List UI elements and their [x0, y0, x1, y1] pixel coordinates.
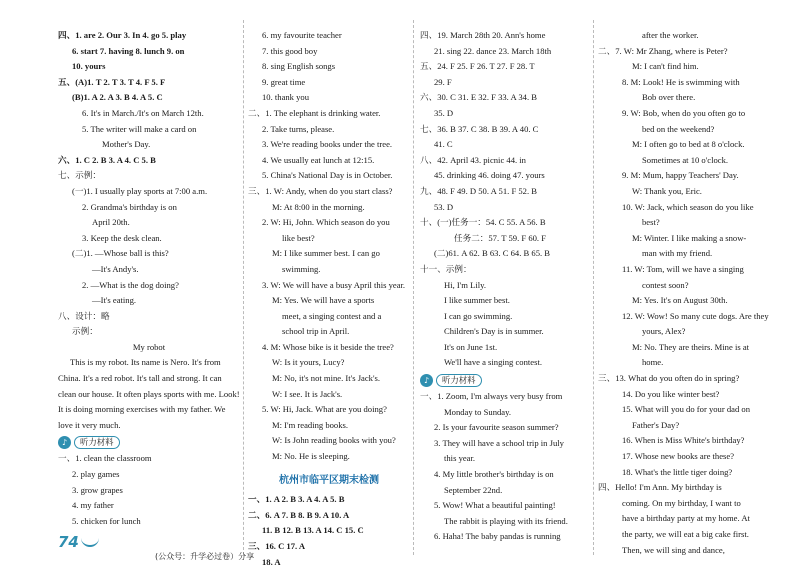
text-line: 41. C — [434, 139, 453, 150]
text-line: 18. What's the little tiger doing? — [622, 466, 733, 477]
answer-line: Mother's Day. — [102, 139, 151, 150]
text-line: I like summer best. — [444, 295, 510, 306]
text-line: 21. sing 22. dance 23. March 18th — [434, 45, 552, 56]
text-line: 九、48. F 49. D 50. A 51. F 52. B — [420, 185, 537, 196]
text-line: The rabbit is playing with its friend. — [444, 515, 568, 526]
text-line: 三、13. What do you often do in spring? — [598, 373, 740, 384]
text-line: Father's Day? — [632, 419, 680, 430]
text-line: W: I see. It is Jack's. — [272, 388, 343, 399]
text-line: 9. M: Mum, happy Teachers' Day. — [622, 170, 739, 181]
text-line: swimming. — [282, 263, 321, 274]
text-line: coming. On my birthday, I want to — [622, 497, 741, 508]
text-line: 五、24. F 25. F 26. T 27. F 28. T — [420, 61, 535, 72]
answer-line: 6. It's in March./It's on March 12th. — [82, 107, 204, 118]
text-line: 四、19. March 28th 20. Ann's home — [420, 30, 546, 40]
text-line: W: Is it yours, Lucy? — [272, 357, 345, 368]
text-line: 2. Is your favourite season summer? — [434, 422, 559, 433]
text-line: 45. drinking 46. doing 47. yours — [434, 170, 545, 181]
text-line: 4. M: Whose bike is it beside the tree? — [262, 341, 394, 352]
listening-line: 8. sing English songs — [262, 61, 336, 72]
text-line: 十一、示例： — [420, 263, 472, 274]
text-line: 八、42. April 43. picnic 44. in — [420, 154, 526, 165]
answer-line: —It's eating. — [92, 295, 137, 306]
text-line: I can go swimming. — [444, 310, 513, 321]
answer-line: 五、(A)1. T 2. T 3. T 4. F 5. F — [58, 76, 166, 87]
text-line: 七、36. B 37. C 38. B 39. A 40. C — [420, 123, 539, 134]
text-line: M: No. They are theirs. Mine is at — [632, 341, 750, 352]
column-1 — [58, 28, 240, 529]
text-line: 二、7. W: Mr Zhang, where is Peter? — [598, 45, 728, 56]
text-line: 29. F — [434, 76, 452, 87]
text-line: We'll have a singing contest. — [444, 357, 542, 368]
answer-line: 2. Grandma's birthday is on — [82, 201, 177, 212]
column-3 — [420, 28, 592, 545]
text-line: 17. Whose new books are these? — [622, 451, 735, 462]
listening-header — [420, 373, 592, 388]
text-line: W: Is John reading books with you? — [272, 435, 396, 446]
listening-line: 7. this good boy — [262, 45, 318, 56]
text-line: 12. W: Wow! So many cute dogs. Are they — [622, 310, 769, 321]
text-line: M: At 8:00 in the morning. — [272, 201, 365, 212]
text-line: 9. W: Bob, when do you often go to — [622, 107, 746, 118]
text-line: 六、30. C 31. E 32. F 33. A 34. B — [420, 92, 537, 103]
listening-line: 2. play games — [72, 469, 120, 480]
answer-line: (B)1. A 2. A 3. B 4. A 5. C — [72, 92, 163, 103]
text-line: Monday to Sunday. — [444, 406, 511, 417]
answer-line: 18. A — [262, 556, 281, 567]
listening-line: 3. We're reading books under the tree. — [262, 139, 393, 150]
text-line: after the worker. — [642, 30, 699, 40]
text-line: the party, we will eat a big cake first. — [622, 529, 749, 539]
page-number — [58, 533, 99, 551]
text-line: M: Winter. I like making a snow- — [632, 232, 747, 243]
listening-line: 9. great time — [262, 76, 306, 87]
text-line: man with my friend. — [642, 248, 713, 259]
text-line: 53. D — [434, 201, 454, 212]
listening-block — [420, 389, 592, 545]
listening-line: 10. thank you — [262, 92, 310, 103]
page-number-text: 74 — [58, 533, 79, 551]
text-line: 10. W: Jack, which season do you like — [622, 201, 754, 212]
text-line: 15. What will you do for your dad on — [622, 404, 751, 415]
text-line: this year. — [444, 453, 476, 464]
text-line: meet, a singing contest and a — [282, 310, 382, 321]
answer-line: 四、1. are 2. Our 3. In 4. go 5. play — [58, 30, 187, 40]
answer-line: 6. start 7. having 8. lunch 9. on — [72, 45, 185, 56]
answer-line: 11. B 12. B 13. A 14. C 15. C — [262, 525, 364, 536]
text-line: contest soon? — [642, 279, 689, 290]
listening-line: 6. my favourite teacher — [262, 30, 342, 40]
listening-line: 二、1. The elephant is drinking water. — [248, 107, 381, 118]
listening-line: 4. my father — [72, 500, 114, 511]
answer-block — [420, 28, 592, 371]
answer-line: 一、1. A 2. B 3. A 4. A 5. B — [248, 494, 345, 505]
text-line: 6. Haha! The baby pandas is running — [434, 531, 561, 542]
text-line: Then, we will sing and dance, — [622, 544, 725, 555]
text-line: have a birthday party at my home. At — [622, 513, 750, 524]
text-line: M: No. He is sleeping. — [272, 451, 350, 462]
text-line: 十、(一)任务一：54. C 55. A 56. B — [420, 217, 546, 228]
answer-line: 2. —What is the dog doing? — [82, 279, 179, 290]
text-line: like best? — [282, 232, 315, 243]
text-line: (二)61. A 62. B 63. C 64. B 65. B — [434, 248, 551, 259]
dialogue-block — [248, 184, 410, 465]
listening-line: 4. We usually eat lunch at 12:15. — [262, 154, 375, 165]
answer-line: 七、示例： — [58, 170, 101, 181]
text-line: M: I'm reading books. — [272, 419, 349, 430]
listening-line: 2. Take turns, please. — [262, 123, 335, 134]
text-line: 5. Wow! What a beautiful painting! — [434, 500, 556, 511]
text-line: 3. They will have a school trip in July — [434, 437, 564, 448]
listening-label: 听力材料 — [74, 436, 120, 449]
text-line: 一、1. Zoom, I'm always very busy from — [420, 391, 563, 402]
text-line: M: I can't find him. — [632, 61, 699, 72]
answer-line: —It's Andy's. — [92, 263, 139, 274]
section-title: 杭州市临平区期末检测 — [279, 474, 379, 486]
text-line: home. — [642, 357, 664, 368]
text-line: M: Yes. We will have a sports — [272, 295, 375, 306]
text-line: Bob over there. — [642, 92, 696, 103]
wave-decoration — [81, 537, 99, 547]
answer-line: 八、设计：略 — [58, 310, 110, 321]
text-line: 四、Hello! I'm Ann. My birthday is — [598, 482, 722, 493]
answer-line: 六、1. C 2. B 3. A 4. C 5. B — [58, 154, 156, 165]
text-line: 任务二：57. T 59. F 60. F — [454, 232, 546, 243]
text-line: M: Yes. It's on August 30th. — [632, 295, 728, 306]
column-divider — [243, 20, 244, 555]
headphones-icon: ♪ — [58, 436, 71, 449]
essay-title: My robot — [132, 341, 166, 352]
text-line: September 22nd. — [444, 484, 503, 495]
listening-label: 听力材料 — [436, 374, 482, 387]
text-line: 3. W: We will have a busy April this year. — [262, 279, 406, 290]
column-2 — [248, 28, 410, 570]
answer-line: 三、16. C 17. A — [248, 541, 306, 551]
listening-header — [58, 435, 240, 450]
text-line: yours, Alex? — [642, 326, 686, 337]
listening-line: 3. grow grapes — [72, 484, 123, 495]
essay-text: This is my robot. Its name is Nero. It's from China. It's a red robot. It's tall and strong. It can clean our house. It often plays sports with me. Look! It is doing morning exercises with my father. We love it very much. — [58, 357, 240, 430]
text-line: W: Thank you, Eric. — [632, 185, 702, 196]
listening-line: 5. chicken for lunch — [72, 515, 141, 526]
footer-text: (公众号：升学必过卷）分享 — [155, 552, 255, 561]
answer-line: April 20th. — [92, 217, 130, 228]
text-line: 4. My little brother's birthday is on — [434, 469, 554, 480]
text-line: M: No, it's not mine. It's Jack's. — [272, 373, 381, 384]
text-line: M: I often go to bed at 8 o'clock. — [632, 139, 745, 150]
text-line: 16. When is Miss White's birthday? — [622, 435, 745, 446]
text-line: Hi, I'm Lily. — [444, 279, 487, 290]
text-line: bed on the weekend? — [642, 123, 715, 134]
text-line: school trip in April. — [282, 326, 350, 337]
column-divider — [413, 20, 414, 555]
text-line: best? — [642, 217, 660, 228]
answer-line: 3. Keep the desk clean. — [82, 232, 162, 243]
text-line: Sometimes at 10 o'clock. — [642, 154, 729, 165]
listening-line: 5. China's National Day is in October. — [262, 170, 393, 181]
headphones-icon: ♪ — [420, 374, 433, 387]
text-line: 35. D — [434, 107, 454, 118]
text-line: Children's Day is in summer. — [444, 326, 544, 337]
text-line: 14. Do you like winter best? — [622, 388, 720, 399]
answer-line: 二、6. A 7. B 8. B 9. A 10. A — [248, 509, 350, 520]
text-line: 2. W: Hi, John. Which season do you — [262, 217, 390, 228]
column-divider — [593, 20, 594, 555]
text-line: It's on June 1st. — [444, 341, 498, 352]
text-line: 三、1. W: Andy, when do you start class? — [248, 185, 393, 196]
listening-line: 一、1. clean the classroom — [58, 453, 152, 464]
listening-block — [598, 28, 782, 558]
answer-line: 5. The writer will make a card on — [82, 123, 197, 134]
text-line: 5. W: Hi, Jack. What are you doing? — [262, 404, 387, 415]
text-line: 8. M: Look! He is swimming with — [622, 76, 740, 87]
text-line: M: I like summer best. I can go — [272, 248, 380, 259]
answer-line: (二)1. —Whose ball is this? — [72, 248, 169, 259]
answer-line: 示例： — [72, 326, 98, 337]
answer-line: 10. yours — [72, 61, 106, 72]
column-4 — [598, 28, 782, 558]
answer-line: (一)1. I usually play sports at 7:00 a.m. — [72, 185, 208, 196]
text-line: 11. W: Tom, will we have a singing — [622, 263, 744, 274]
